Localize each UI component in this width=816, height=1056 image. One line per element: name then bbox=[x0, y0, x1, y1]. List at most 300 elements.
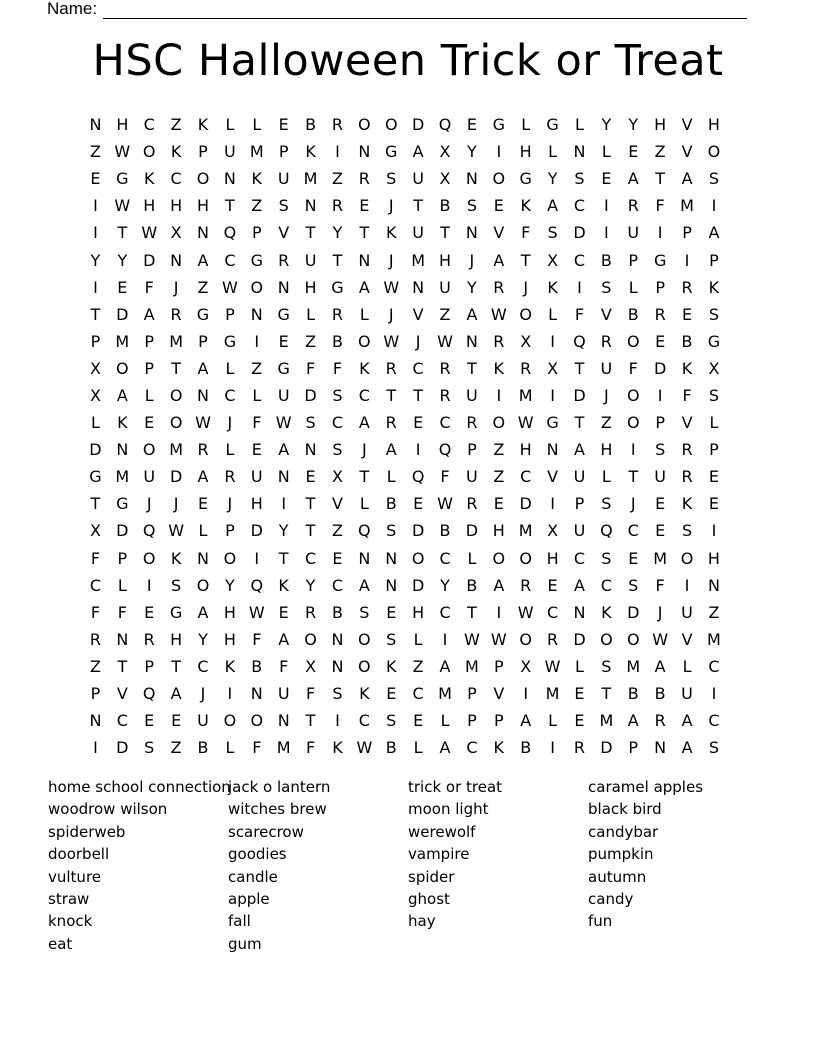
grid-letter: T bbox=[117, 223, 128, 243]
word-list-item bbox=[408, 935, 588, 957]
grid-letter: E bbox=[708, 467, 719, 487]
grid-letter: J bbox=[415, 331, 421, 351]
grid-letter: S bbox=[332, 385, 343, 405]
grid-letter: Q bbox=[250, 575, 264, 595]
grid-letter: X bbox=[331, 467, 343, 487]
grid-letter: H bbox=[519, 142, 532, 162]
grid-letter: W bbox=[437, 331, 453, 351]
grid-letter: R bbox=[278, 250, 290, 270]
grid-letter: A bbox=[170, 684, 182, 704]
grid-letter: P bbox=[117, 548, 128, 568]
grid-letter: E bbox=[628, 548, 639, 568]
grid-letter: K bbox=[197, 115, 209, 135]
grid-letter: L bbox=[225, 440, 235, 460]
grid-letter: O bbox=[358, 629, 371, 649]
grid-letter: T bbox=[413, 196, 424, 216]
grid-letter: N bbox=[170, 250, 183, 270]
grid-letter: D bbox=[600, 738, 613, 758]
grid-letter: O bbox=[223, 711, 237, 731]
grid-letter: A bbox=[278, 440, 290, 460]
letter-grid bbox=[82, 111, 727, 761]
grid-letter: N bbox=[331, 629, 344, 649]
grid-letter: H bbox=[654, 115, 667, 135]
grid-letter: O bbox=[384, 115, 398, 135]
grid-letter: Y bbox=[90, 250, 101, 270]
grid-letter: H bbox=[304, 277, 317, 297]
grid-letter: I bbox=[93, 196, 98, 216]
word-list-item: candle bbox=[228, 867, 278, 886]
grid-letter: F bbox=[90, 548, 101, 568]
grid-letter: S bbox=[171, 575, 182, 595]
grid-letter: D bbox=[627, 602, 640, 622]
grid-letter: Z bbox=[251, 196, 263, 216]
word-list-item: straw bbox=[48, 889, 90, 908]
grid-letter: B bbox=[331, 331, 343, 351]
grid-letter: Y bbox=[440, 575, 450, 595]
grid-letter: E bbox=[278, 115, 289, 135]
grid-letter: L bbox=[225, 358, 235, 378]
grid-letter: I bbox=[254, 331, 260, 351]
grid-letter: E bbox=[493, 196, 504, 216]
grid-letter: N bbox=[707, 575, 720, 595]
grid-letter: I bbox=[496, 385, 502, 405]
grid-letter: O bbox=[626, 331, 640, 351]
grid-letter: A bbox=[627, 169, 639, 189]
grid-letter: E bbox=[332, 548, 343, 568]
grid-letter: T bbox=[332, 250, 343, 270]
grid-letter: R bbox=[520, 575, 532, 595]
grid-letter: A bbox=[493, 250, 505, 270]
grid-letter: V bbox=[547, 467, 559, 487]
grid-letter: S bbox=[144, 738, 155, 758]
grid-letter: U bbox=[573, 467, 586, 487]
grid-letter: X bbox=[520, 656, 532, 676]
grid-letter: I bbox=[93, 223, 98, 243]
grid-letter: G bbox=[653, 250, 667, 270]
grid-letter: O bbox=[492, 548, 506, 568]
grid-letter: N bbox=[331, 656, 344, 676]
grid-letter: J bbox=[361, 440, 367, 460]
grid-letter: C bbox=[331, 575, 344, 595]
grid-letter: W bbox=[383, 331, 400, 351]
grid-letter: S bbox=[681, 521, 693, 541]
grid-letter: B bbox=[600, 250, 612, 270]
grid-letter: R bbox=[89, 629, 101, 649]
grid-letter: T bbox=[171, 656, 181, 676]
grid-letter: A bbox=[358, 413, 370, 433]
grid-letter: V bbox=[681, 142, 693, 162]
grid-letter: R bbox=[224, 467, 236, 487]
grid-letter: U bbox=[600, 358, 613, 378]
grid-letter: K bbox=[385, 223, 397, 243]
grid-letter: Z bbox=[331, 521, 343, 541]
grid-letter: N bbox=[304, 440, 317, 460]
grid-letter: E bbox=[197, 494, 209, 514]
grid-letter: Z bbox=[412, 656, 424, 676]
grid-letter: W bbox=[490, 304, 507, 324]
word-list-item: spider bbox=[408, 867, 455, 886]
grid-letter: Y bbox=[467, 277, 477, 297]
grid-letter: A bbox=[385, 440, 397, 460]
grid-letter: W bbox=[464, 629, 480, 649]
grid-letter: R bbox=[385, 413, 397, 433]
grid-letter: M bbox=[276, 738, 291, 758]
grid-letter: S bbox=[386, 629, 397, 649]
grid-letter: X bbox=[89, 385, 101, 405]
grid-letter: H bbox=[412, 602, 425, 622]
grid-letter: U bbox=[439, 277, 451, 297]
grid-letter: S bbox=[305, 413, 316, 433]
grid-letter: X bbox=[89, 521, 101, 541]
grid-letter: W bbox=[544, 656, 561, 676]
grid-letter: K bbox=[170, 142, 182, 162]
grid-letter: Y bbox=[198, 629, 208, 649]
grid-letter: I bbox=[684, 575, 690, 595]
grid-letter: N bbox=[358, 250, 371, 270]
grid-letter: B bbox=[385, 738, 397, 758]
grid-letter: B bbox=[627, 304, 639, 324]
grid-letter: L bbox=[90, 413, 100, 433]
grid-letter: I bbox=[227, 684, 233, 704]
word-list-item: fun bbox=[588, 912, 613, 931]
grid-letter: L bbox=[359, 494, 369, 514]
grid-letter: D bbox=[573, 629, 586, 649]
grid-letter: F bbox=[252, 413, 262, 433]
grid-letter: R bbox=[493, 277, 505, 297]
grid-letter: I bbox=[550, 385, 555, 405]
grid-letter: J bbox=[227, 413, 233, 433]
grid-letter: U bbox=[681, 602, 693, 622]
grid-letter: Y bbox=[601, 115, 612, 135]
grid-letter: M bbox=[707, 629, 721, 649]
grid-letter: P bbox=[493, 711, 504, 731]
grid-letter: X bbox=[708, 358, 720, 378]
grid-letter: W bbox=[248, 602, 265, 622]
grid-letter: E bbox=[305, 467, 316, 487]
grid-letter: Z bbox=[493, 440, 505, 460]
grid-letter: O bbox=[358, 115, 371, 135]
grid-letter: R bbox=[681, 277, 693, 297]
grid-letter: Z bbox=[197, 277, 209, 297]
grid-letter: G bbox=[519, 169, 532, 189]
grid-letter: T bbox=[305, 711, 316, 731]
grid-letter: C bbox=[573, 548, 586, 568]
grid-letter: W bbox=[114, 196, 131, 216]
grid-letter: W bbox=[141, 223, 158, 243]
grid-letter: E bbox=[144, 413, 155, 433]
grid-letter: H bbox=[196, 196, 210, 216]
grid-letter: L bbox=[359, 304, 369, 324]
grid-letter: E bbox=[359, 196, 370, 216]
word-list-item: goodies bbox=[228, 845, 287, 864]
grid-letter: L bbox=[575, 115, 584, 135]
grid-letter: I bbox=[711, 684, 717, 704]
grid-letter: O bbox=[142, 440, 156, 460]
grid-letter: A bbox=[412, 142, 424, 162]
word-list-item: gum bbox=[228, 934, 262, 953]
grid-letter: R bbox=[627, 196, 639, 216]
grid-letter: A bbox=[358, 277, 370, 297]
grid-letter: T bbox=[520, 250, 531, 270]
grid-letter: S bbox=[708, 304, 719, 324]
grid-letter: H bbox=[707, 115, 720, 135]
grid-letter: U bbox=[143, 467, 156, 487]
grid-letter: E bbox=[655, 331, 666, 351]
grid-letter: Z bbox=[654, 142, 666, 162]
grid-letter: N bbox=[546, 440, 559, 460]
grid-letter: N bbox=[465, 331, 478, 351]
grid-letter: N bbox=[277, 277, 290, 297]
page-title: HSC Halloween Trick or Treat bbox=[92, 36, 724, 86]
grid-letter: C bbox=[412, 358, 424, 378]
grid-letter: I bbox=[657, 223, 663, 243]
grid-letter: C bbox=[600, 575, 612, 595]
grid-letter: W bbox=[114, 142, 131, 162]
grid-letter: T bbox=[413, 385, 424, 405]
grid-letter: A bbox=[197, 602, 209, 622]
grid-letter: I bbox=[604, 196, 609, 216]
name-field bbox=[47, 0, 747, 19]
grid-letter: H bbox=[707, 548, 720, 568]
word-list-item: woodrow wilson bbox=[48, 800, 168, 819]
grid-letter: O bbox=[116, 358, 129, 378]
grid-letter: N bbox=[385, 575, 398, 595]
grid-letter: I bbox=[496, 142, 502, 162]
grid-letter: L bbox=[548, 142, 558, 162]
grid-letter: I bbox=[335, 711, 340, 731]
grid-letter: V bbox=[493, 684, 505, 704]
grid-letter: Z bbox=[708, 602, 720, 622]
grid-letter: P bbox=[628, 250, 639, 270]
grid-letter: E bbox=[171, 711, 182, 731]
grid-letter: G bbox=[223, 331, 237, 351]
grid-letter: E bbox=[144, 711, 155, 731]
grid-letter: B bbox=[439, 521, 451, 541]
grid-letter: B bbox=[627, 684, 639, 704]
grid-letter: O bbox=[626, 413, 640, 433]
grid-letter: F bbox=[305, 684, 316, 704]
word-list-item: pumpkin bbox=[588, 845, 654, 864]
grid-letter: M bbox=[411, 250, 426, 270]
grid-letter: R bbox=[547, 629, 559, 649]
grid-letter: X bbox=[89, 358, 101, 378]
grid-letter: G bbox=[169, 602, 183, 622]
grid-letter: I bbox=[711, 196, 717, 216]
grid-letter: V bbox=[278, 223, 290, 243]
grid-letter: Z bbox=[89, 656, 101, 676]
word-list-item: knock bbox=[48, 912, 93, 931]
grid-letter: R bbox=[654, 304, 666, 324]
grid-letter: G bbox=[250, 250, 263, 270]
grid-letter: A bbox=[116, 385, 128, 405]
grid-letter: U bbox=[277, 169, 290, 189]
grid-letter: A bbox=[681, 711, 693, 731]
grid-letter: I bbox=[550, 331, 555, 351]
grid-letter: R bbox=[573, 738, 586, 758]
grid-letter: T bbox=[305, 521, 316, 541]
grid-letter: S bbox=[708, 738, 719, 758]
grid-letter: T bbox=[359, 467, 370, 487]
grid-letter: E bbox=[251, 440, 262, 460]
grid-letter: I bbox=[146, 575, 152, 595]
grid-letter: C bbox=[466, 738, 478, 758]
grid-letter: O bbox=[519, 548, 532, 568]
grid-letter: F bbox=[90, 602, 101, 622]
grid-letter: O bbox=[169, 413, 183, 433]
grid-letter: H bbox=[519, 440, 532, 460]
grid-letter: C bbox=[116, 711, 128, 731]
grid-letter: J bbox=[657, 602, 663, 622]
grid-letter: N bbox=[358, 548, 371, 568]
grid-letter: X bbox=[170, 223, 182, 243]
grid-letter: B bbox=[466, 575, 478, 595]
grid-letter: J bbox=[227, 494, 233, 514]
grid-letter: A bbox=[358, 575, 370, 595]
grid-letter: N bbox=[304, 196, 317, 216]
grid-letter: F bbox=[655, 196, 665, 216]
grid-letter: U bbox=[277, 684, 290, 704]
grid-letter: T bbox=[359, 223, 370, 243]
grid-letter: D bbox=[250, 521, 263, 541]
grid-letter: E bbox=[681, 304, 693, 324]
grid-letter: R bbox=[439, 358, 451, 378]
grid-letter: D bbox=[116, 738, 129, 758]
grid-letter: P bbox=[251, 223, 262, 243]
grid-letter: L bbox=[467, 548, 477, 568]
grid-letter: F bbox=[305, 738, 316, 758]
grid-letter: G bbox=[89, 467, 102, 487]
grid-letter: F bbox=[628, 358, 638, 378]
grid-letter: R bbox=[331, 304, 344, 324]
grid-letter: G bbox=[707, 331, 721, 351]
word-list-item: candybar bbox=[588, 822, 659, 841]
grid-letter: G bbox=[546, 115, 559, 135]
grid-letter: Y bbox=[117, 250, 128, 270]
grid-letter: K bbox=[359, 684, 370, 704]
grid-letter: A bbox=[278, 629, 290, 649]
grid-letter: M bbox=[518, 385, 533, 405]
grid-letter: Y bbox=[305, 575, 316, 595]
grid-letter: T bbox=[305, 223, 316, 243]
grid-letter: C bbox=[439, 413, 451, 433]
grid-letter: D bbox=[143, 250, 156, 270]
grid-letter: T bbox=[440, 223, 450, 243]
grid-letter: M bbox=[545, 684, 560, 704]
grid-letter: O bbox=[223, 548, 237, 568]
grid-letter: R bbox=[466, 413, 478, 433]
grid-letter: A bbox=[654, 656, 666, 676]
word-list bbox=[48, 778, 768, 957]
grid-letter: E bbox=[493, 494, 504, 514]
grid-letter: S bbox=[655, 440, 666, 460]
grid-letter: L bbox=[682, 656, 692, 676]
grid-letter: N bbox=[277, 467, 290, 487]
grid-letter: V bbox=[412, 304, 424, 324]
grid-letter: I bbox=[335, 142, 340, 162]
grid-letter: R bbox=[681, 440, 693, 460]
grid-letter: T bbox=[171, 358, 181, 378]
grid-letter: C bbox=[197, 656, 209, 676]
grid-letter: K bbox=[708, 277, 720, 297]
grid-letter: A bbox=[574, 440, 585, 460]
grid-letter: V bbox=[681, 115, 693, 135]
grid-letter: N bbox=[197, 385, 209, 405]
grid-letter: X bbox=[547, 250, 559, 270]
grid-letter: P bbox=[709, 440, 719, 460]
grid-letter: U bbox=[466, 385, 478, 405]
grid-letter: R bbox=[466, 494, 478, 514]
grid-letter: W bbox=[652, 629, 669, 649]
grid-letter: B bbox=[251, 656, 263, 676]
grid-letter: O bbox=[519, 629, 532, 649]
grid-letter: P bbox=[225, 521, 235, 541]
grid-letter: L bbox=[413, 629, 423, 649]
grid-letter: L bbox=[521, 115, 531, 135]
word-list-item: fall bbox=[228, 912, 251, 931]
grid-letter: P bbox=[198, 142, 208, 162]
grid-letter: R bbox=[305, 602, 317, 622]
grid-letter: F bbox=[279, 656, 289, 676]
grid-letter: E bbox=[655, 521, 666, 541]
grid-letter: S bbox=[332, 684, 343, 704]
grid-letter: J bbox=[173, 277, 179, 297]
grid-letter: U bbox=[412, 223, 424, 243]
grid-letter: D bbox=[169, 467, 183, 487]
grid-letter: R bbox=[385, 358, 397, 378]
name-label: Name: bbox=[47, 0, 98, 18]
grid-letter: S bbox=[708, 169, 719, 189]
grid-letter: S bbox=[601, 548, 612, 568]
grid-letter: A bbox=[493, 575, 505, 595]
grid-letter: C bbox=[573, 196, 586, 216]
grid-letter: C bbox=[520, 467, 532, 487]
grid-letter: Q bbox=[600, 521, 613, 541]
grid-letter: W bbox=[517, 413, 534, 433]
grid-letter: Y bbox=[332, 223, 343, 243]
grid-letter: R bbox=[681, 467, 693, 487]
grid-letter: P bbox=[655, 413, 665, 433]
grid-letter: L bbox=[548, 711, 558, 731]
grid-letter: G bbox=[385, 142, 398, 162]
grid-letter: N bbox=[197, 548, 209, 568]
grid-letter: V bbox=[681, 629, 693, 649]
grid-letter: R bbox=[331, 196, 344, 216]
grid-letter: W bbox=[490, 629, 507, 649]
grid-letter: S bbox=[601, 656, 612, 676]
grid-letter: E bbox=[628, 142, 639, 162]
word-list-item: home school connection bbox=[48, 778, 231, 796]
grid-letter: S bbox=[628, 575, 639, 595]
grid-letter: P bbox=[628, 738, 639, 758]
grid-letter: V bbox=[493, 223, 505, 243]
grid-letter: S bbox=[708, 385, 719, 405]
grid-letter: A bbox=[574, 575, 585, 595]
grid-letter: K bbox=[359, 358, 370, 378]
grid-letter: T bbox=[467, 602, 477, 622]
grid-letter: O bbox=[680, 548, 694, 568]
grid-letter: W bbox=[275, 413, 292, 433]
grid-letter: C bbox=[708, 711, 720, 731]
grid-letter: G bbox=[116, 494, 129, 514]
grid-letter: K bbox=[117, 413, 128, 433]
grid-letter: Y bbox=[278, 521, 289, 541]
grid-letter: E bbox=[547, 575, 558, 595]
grid-letter: X bbox=[547, 358, 559, 378]
grid-letter: F bbox=[521, 223, 531, 243]
grid-letter: A bbox=[197, 358, 209, 378]
word-list-item: caramel apples bbox=[588, 778, 704, 796]
grid-letter: E bbox=[601, 169, 612, 189]
